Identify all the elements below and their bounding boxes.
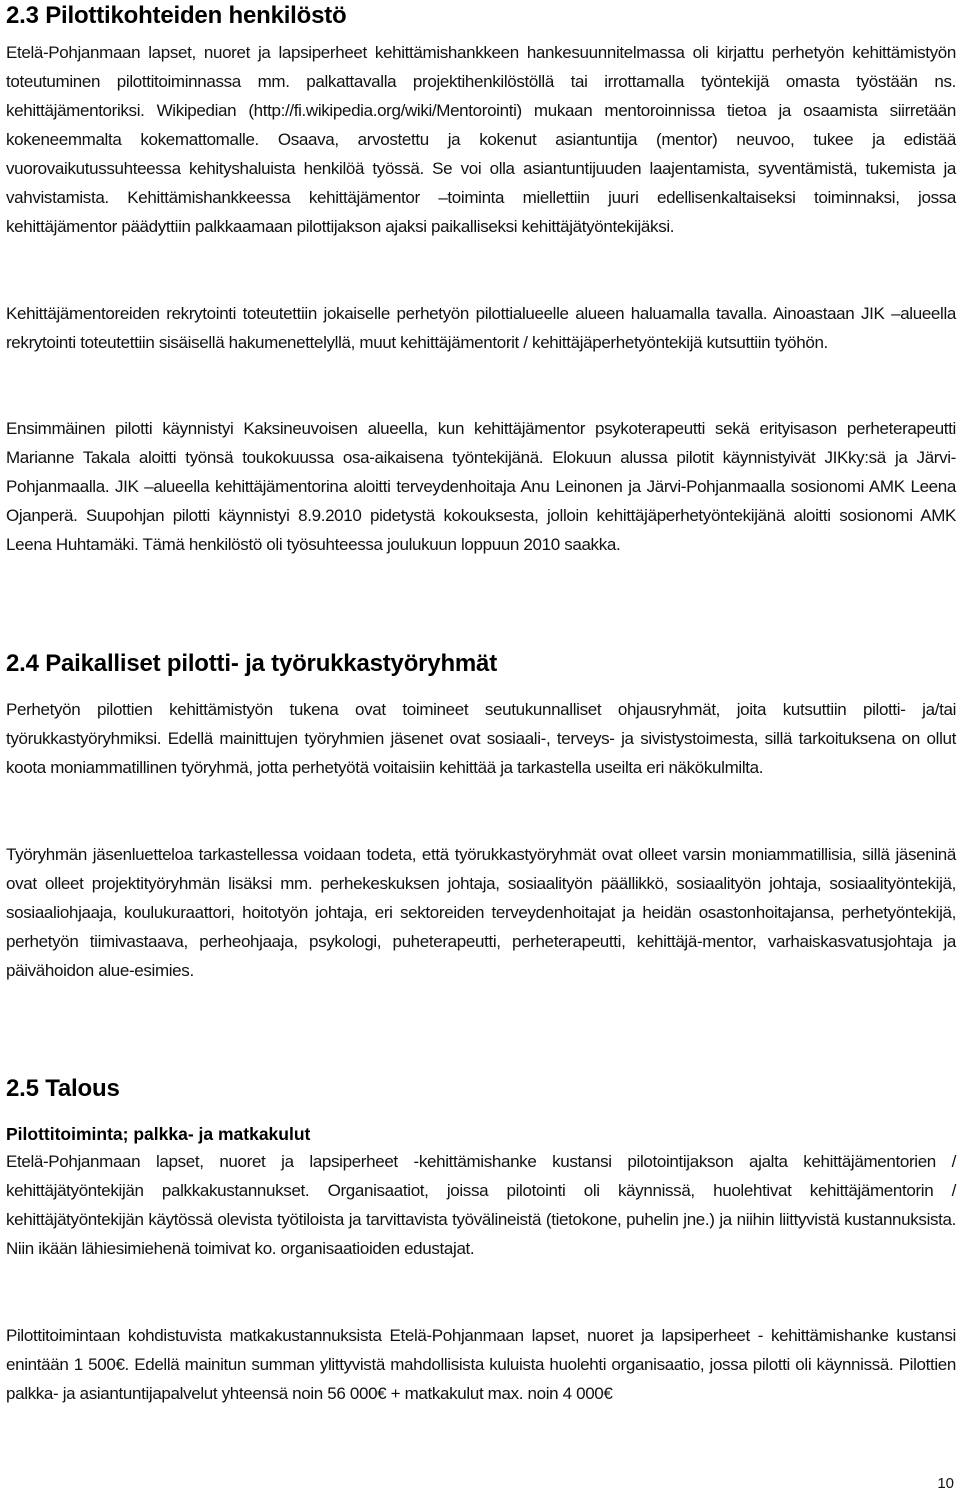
paragraph: Ensimmäinen pilotti käynnistyi Kaksineuvoisen alueella, kun kehittäjämentor psykoterapeutti sekä erityisason perheterapeutti Marianne Takala aloitti työnsä toukokuussa osa-aikaisena työntekijänä. Elokuun alussa pilotit käynnistyivät JIKky:sä ja Järvi-Pohjanmaalla. JIK –alueella kehittäjämentorina aloitti terveydenhoitaja Anu Leinonen ja Järvi-Pohjanmaalla sosionomi AMK Leena Ojanperä. Suupohjan pilotti käynnistyi 8.9.2010 pidetystä kokouksesta, jolloin kehittäjäperhetyöntekijänä aloitti sosionomi AMK Leena Huhtamäki. Tämä henkilöstö oli työsuhteessa joulukuun loppuun 2010 saakka.: [6, 419, 956, 554]
paragraph: Kehittäjämentoreiden rekrytointi toteutettiin jokaiselle perhetyön pilottialueelle alueen haluamalla tavalla. Ainoastaan JIK –alueella rekrytointi toteutettiin sisäisellä hakumenettelyllä, muut kehittäjämentorit / kehittäjäperhetyöntekijä kutsuttiin työhön.: [6, 304, 956, 352]
section-heading-2-5: 2.5 Talous: [6, 1075, 120, 1102]
paragraph: Etelä-Pohjanmaan lapset, nuoret ja lapsiperheet kehittämishankkeen hankesuunnitelmassa oli kirjattu perhetyön kehittämistyön toteutuminen pilottitoiminnassa mm. palkattavalla projektihenkilöstöllä tai irrottamalla työntekijä omasta työstään ns. kehittäjämentoriksi. Wikipedian (http://fi.wikipedia.org/wiki/Mentorointi) mukaan mentoroinnissa tietoa ja osaamista siirretään kokeneemmalta kokemattomalle. Osaava, arvostettu ja kokenut asiantuntija (mentor) neuvoo, tukee ja edistää vuorovaikutussuhteessa kehityshaluista henkilöä työssä. Se voi olla asiantuntijuuden laajentamista, syventämistä, tukemista ja vahvistamista. Kehittämishankkeessa kehittäjämentor –toiminta miellettiin juuri edellisenkaltaiseksi toiminnaksi, jossa kehittäjämentor päädyttiin palkkaamaan pilottijakson ajaksi paikalliseksi kehittäjätyöntekijäksi.: [6, 43, 956, 236]
section-heading-2-3: 2.3 Pilottikohteiden henkilöstö: [6, 2, 347, 29]
paragraph: Työryhmän jäsenluetteloa tarkastellessa voidaan todeta, että työrukkastyöryhmät ovat olleet varsin moniammatillisia, sillä jäseninä ovat olleet projektityöryhmän lisäksi mm. perhekeskuksen johtaja, sosiaalityön päällikkö, sosiaalityön johtaja, sosiaalityöntekijä, sosiaaliohjaaja, koulukuraattori, hoitotyön johtaja, eri sektoreiden terveydenhoitajat ja heidän osastonhoitajansa, perhetyöntekijä, perhetyön tiimivastaava, perheohjaaja, psykologi, puheterapeutti, perheterapeutti, kehittäjä-mentor, varhaiskasvatusjohtaja ja päivähoidon alue-esimies.: [6, 845, 956, 980]
paragraph: Perhetyön pilottien kehittämistyön tukena ovat toimineet seutukunnalliset ohjausryhmät, joita kutsuttiin pilotti- ja/tai työrukkastyöryhmiksi. Edellä mainittujen työryhmien jäsenet ovat sosiaali-, terveys- ja sivistystoimesta, sillä tarkoituksena on ollut koota moniammatillinen työryhmä, jotta perhetyötä voitaisiin kehittää ja tarkastella useilta eri näkökulmilta.: [6, 700, 956, 777]
subsection-heading: Pilottitoiminta; palkka- ja matkakulut: [6, 1124, 311, 1144]
paragraph: Pilottitoimintaan kohdistuvista matkakustannuksista Etelä-Pohjanmaan lapset, nuoret ja lapsiperheet - kehittämishanke kustansi enintään 1 500€. Edellä mainitun summan ylittyvistä mahdollisista kuluista huolehti organisaatio, jossa pilotti oli käynnissä. Pilottien palkka- ja asiantuntijapalvelut yhteensä noin 56 000€ + matkakulut max. noin 4 000€: [6, 1326, 956, 1403]
section-heading-2-4: 2.4 Paikalliset pilotti- ja työrukkastyöryhmät: [6, 650, 497, 677]
page-number: 10: [937, 1475, 954, 1492]
paragraph: Etelä-Pohjanmaan lapset, nuoret ja lapsiperheet -kehittämishanke kustansi pilotointijakson ajalta kehittäjämentorien / kehittäjätyöntekijän palkkakustannukset. Organisaatiot, joissa pilotointi oli käynnissä, huolehtivat kehittäjämentorin / kehittäjätyöntekijän käytössä olevista työtiloista ja tarvittavista työvälineistä (tietokone, puhelin jne.) ja niihin liittyvistä kustannuksista. Niin ikään lähiesimiehenä toimivat ko. organisaatioiden edustajat.: [6, 1152, 956, 1258]
